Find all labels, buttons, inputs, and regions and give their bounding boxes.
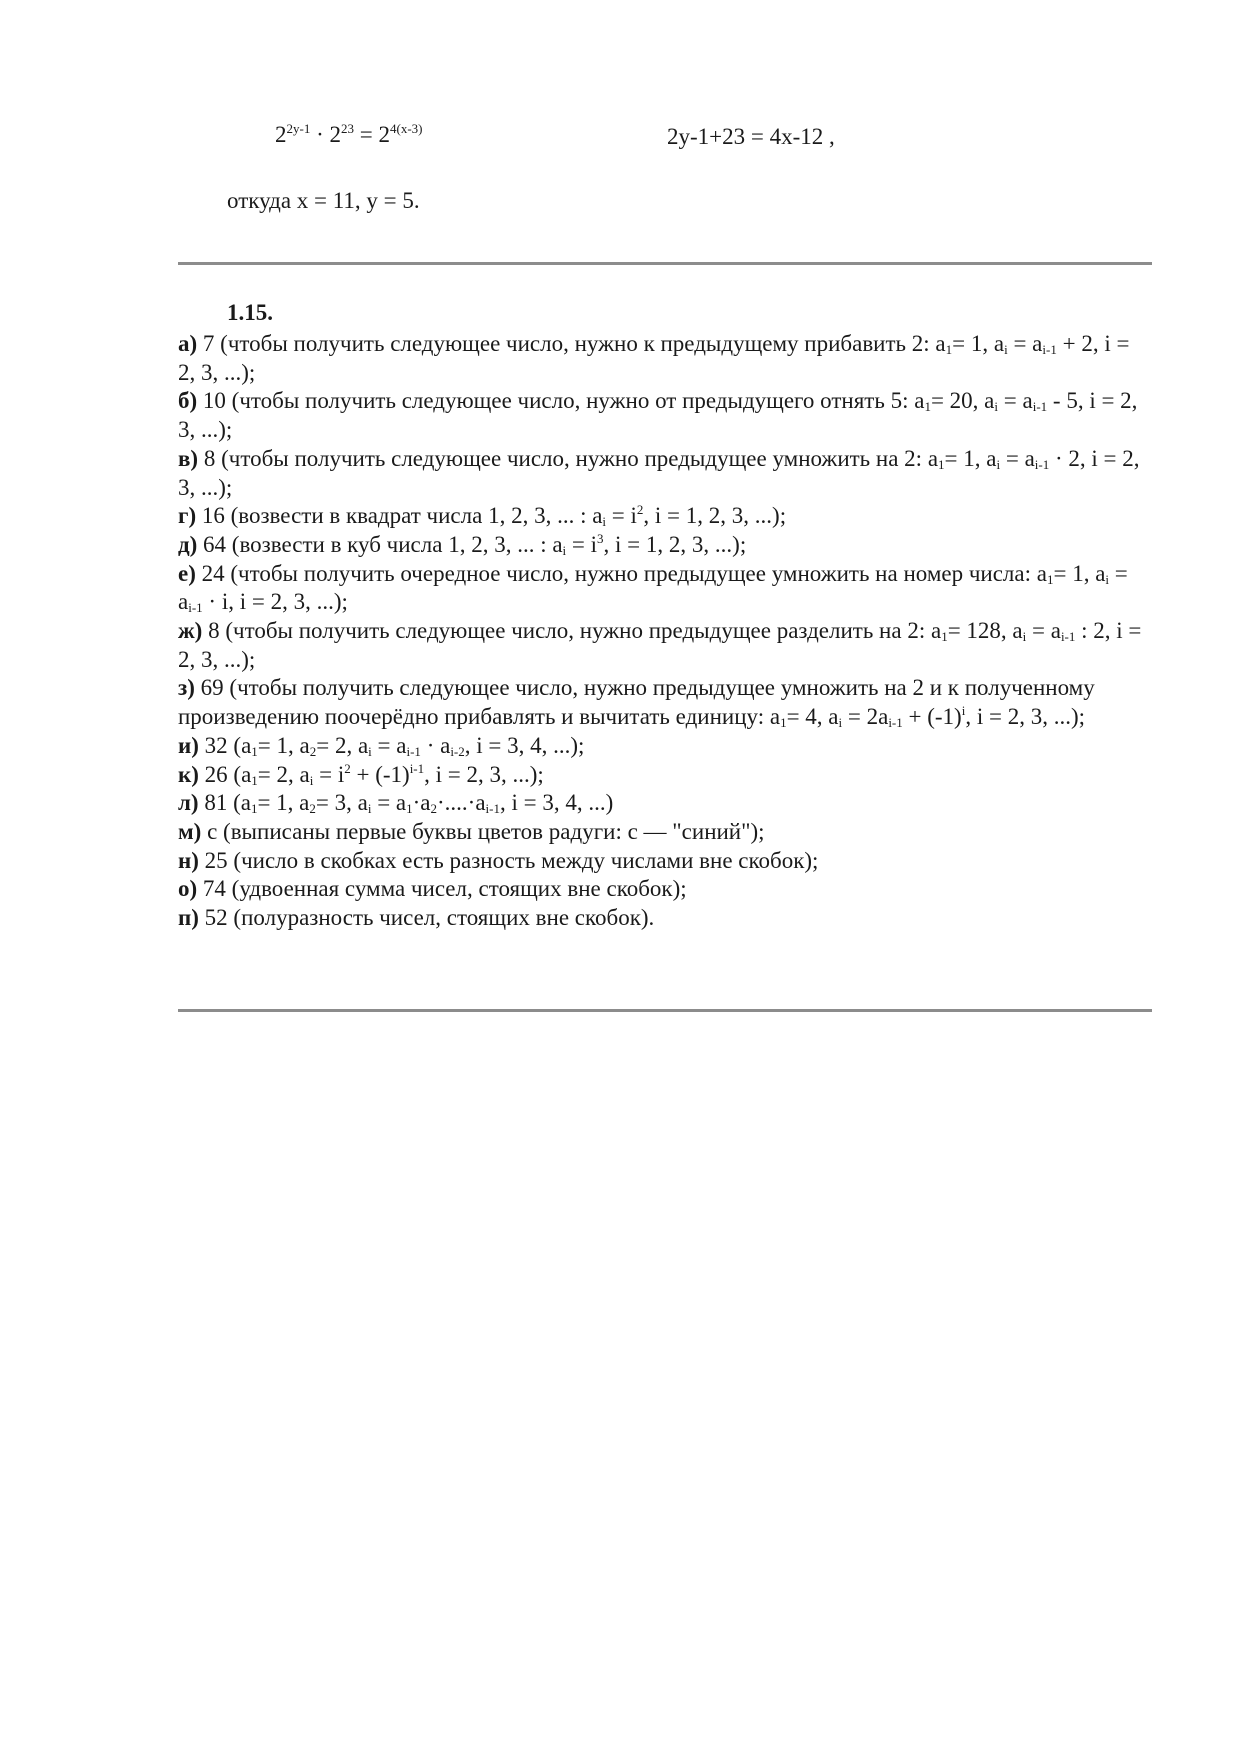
subscript: i	[368, 743, 372, 759]
answer-text: 32 (a	[198, 732, 252, 758]
answer-item	[178, 789, 1148, 818]
subscript: i-1	[485, 801, 500, 817]
superscript: i	[961, 703, 966, 719]
eq-operator: =	[354, 122, 379, 147]
answers-list	[178, 330, 1148, 933]
answer-text: = i	[566, 531, 598, 557]
subscript: i	[996, 456, 1001, 472]
answer-letter: н)	[178, 847, 199, 873]
answer-letter: з)	[178, 675, 195, 701]
answer-text: = i	[313, 761, 345, 787]
answer-item	[178, 847, 1148, 876]
answer-text: = 1, a	[952, 331, 1005, 356]
answer-text: ·a	[412, 790, 431, 816]
answer-text: , i = 3, 4, ...)	[500, 790, 614, 816]
answer-text: 8 (чтобы получить следующее число, нужно предыдущее умножить на 2: a	[198, 445, 939, 471]
answer-text: = 2a	[842, 704, 889, 730]
answer-item	[178, 560, 1148, 617]
answer-item	[178, 387, 1148, 444]
subscript: 1	[941, 629, 948, 645]
subscript: 1	[1046, 571, 1054, 587]
answer-text: , i = 1, 2, 3, ...);	[643, 503, 787, 529]
subscript: i-1	[1034, 456, 1050, 472]
answer-text: , i = 3, 4, ...);	[464, 732, 585, 758]
answer-text: · i, i = 2, 3, ...);	[202, 589, 348, 615]
subscript: 1	[251, 743, 258, 759]
eq-operator: ·	[310, 122, 330, 147]
subscript: i-1	[1042, 342, 1057, 357]
answer-item	[178, 502, 1148, 531]
answer-text: 10 (чтобы получить следующее число, нужно от предыдущего отнять 5: a	[197, 388, 925, 414]
answer-item	[178, 818, 1148, 847]
subscript: i-1	[888, 715, 903, 731]
subscript: 2	[309, 801, 316, 817]
eq-exponent: 23	[341, 121, 355, 136]
answer-text: = 3, a	[315, 790, 368, 816]
subscript: i	[309, 772, 314, 788]
superscript: 2	[344, 760, 351, 776]
answer-text: + (-1)	[902, 704, 962, 730]
answer-text: 24 (чтобы получить очередное число, нужно предыдущее умножить на номер числа: a	[195, 560, 1047, 586]
subscript: i-2	[450, 743, 465, 759]
answer-letter: в)	[178, 445, 199, 471]
subscript: i-1	[188, 600, 203, 616]
eq-exponent: 4(x-3)	[390, 121, 423, 136]
horizontal-divider	[178, 262, 1152, 265]
answer-letter: д)	[178, 531, 198, 557]
answer-item	[178, 875, 1148, 904]
answer-item	[178, 330, 1148, 387]
subscript: 1	[406, 801, 413, 817]
answer-item	[178, 617, 1148, 674]
answer-text: - 5, i = 2, 3, ...);	[178, 388, 1138, 443]
superscript: 3	[597, 530, 604, 546]
eq-exponent: 2y-1	[286, 121, 311, 136]
answer-text: = 20, a	[930, 388, 995, 414]
subscript: 1	[250, 801, 258, 817]
answer-text: 8 (чтобы получить следующее число, нужно предыдущее разделить на 2: a	[202, 618, 942, 644]
horizontal-divider	[178, 1009, 1152, 1012]
answer-text: · a	[420, 732, 451, 758]
subscript: 1	[938, 456, 945, 472]
answer-text: = 128, a	[947, 618, 1023, 644]
subscript: 1	[924, 399, 931, 415]
answer-text: с (выписаны первые буквы цветов радуги: с — "синий");	[201, 818, 765, 844]
answer-text: = i	[606, 503, 637, 529]
answer-letter: е)	[178, 560, 196, 586]
answer-text: = 1, a	[1053, 560, 1106, 586]
superscript: i-1	[409, 760, 425, 776]
subscript: i-1	[1032, 399, 1048, 415]
answer-text: 7 (чтобы получить следующее число, нужно к предыдущему прибавить 2: a	[197, 331, 946, 356]
subscript: i-1	[1060, 629, 1076, 645]
answer-item	[178, 732, 1148, 761]
eq-base: 2	[329, 122, 342, 147]
answer-letter: п)	[178, 905, 199, 931]
answer-item	[178, 531, 1148, 560]
answer-letter: л)	[178, 790, 199, 816]
subscript: 2	[309, 743, 317, 759]
answer-text: = 4, a	[786, 704, 839, 730]
answer-text: = a	[1000, 445, 1035, 471]
answer-letter: о)	[178, 876, 198, 902]
subscript: 1	[780, 715, 787, 731]
subscript: i	[562, 542, 567, 558]
answer-item	[178, 904, 1148, 933]
answer-text: = a	[1026, 618, 1061, 644]
answer-text: = a	[998, 388, 1033, 414]
answer-text: 64 (возвести в куб числа 1, 2, 3, ... : a	[197, 531, 563, 557]
answer-text: 74 (удвоенная сумма чисел, стоящих вне скобок);	[197, 876, 687, 902]
answer-text: = 1, a	[257, 732, 310, 758]
subscript: i	[1022, 629, 1027, 645]
eq-base: 2	[378, 122, 390, 147]
answer-text: = a	[371, 790, 407, 816]
answer-letter: ж)	[178, 618, 203, 644]
answer-letter: и)	[178, 732, 199, 758]
subscript: i	[994, 399, 999, 415]
answer-text: = 1, a	[257, 790, 310, 816]
exponential-equation	[275, 122, 423, 148]
subscript: i	[1105, 571, 1110, 587]
answer-text: = 2, a	[316, 732, 369, 758]
superscript: 2	[636, 502, 644, 518]
answer-text: 69 (чтобы получить следующее число, нужно предыдущее умножить на 2 и к полученному произведению поочерёдно прибавлять и вычитать единицу: a	[178, 675, 1095, 730]
answer-text: = a	[178, 560, 1128, 615]
answer-item	[178, 445, 1148, 502]
answer-text: = 2, a	[257, 761, 310, 787]
answer-text: 52 (полуразность чисел, стоящих вне скобок).	[198, 905, 655, 931]
subscript: 1	[945, 342, 953, 357]
answer-text: · 2, i = 2, 3, ...);	[178, 445, 1140, 500]
answer-text: = a	[371, 732, 407, 758]
linear-equation: 2y-1+23 = 4x-12 ,	[667, 124, 835, 149]
answer-text: + (-1)	[350, 761, 410, 787]
eq-base: 2	[275, 122, 287, 147]
subscript: i	[838, 715, 843, 731]
subscript: i	[367, 801, 372, 817]
equation-result: откуда x = 11, y = 5.	[227, 188, 420, 213]
answer-item	[178, 761, 1148, 790]
answer-text: 25 (число в скобках есть разность между числами вне скобок);	[198, 847, 819, 873]
answer-text: , i = 1, 2, 3, ...);	[603, 531, 747, 557]
answer-text: + 2, i = 2, 3, ...);	[178, 331, 1130, 385]
answer-letter: б)	[178, 388, 198, 414]
answer-letter: г)	[178, 503, 197, 529]
subscript: i	[602, 514, 607, 530]
subscript: 2	[430, 801, 438, 817]
answer-letter: к)	[178, 761, 199, 787]
answer-letter: а)	[178, 331, 198, 356]
subscript: 1	[251, 772, 258, 788]
answer-text: = a	[1007, 331, 1043, 356]
subscript: i	[1004, 342, 1008, 357]
answer-text: , i = 2, 3, ...);	[424, 761, 544, 787]
answer-text: 26 (a	[198, 761, 252, 787]
answer-text: 16 (возвести в квадрат числа 1, 2, 3, ... : a	[196, 503, 603, 529]
answer-text: ·....·a	[437, 790, 486, 816]
section-number: 1.15.	[227, 300, 273, 325]
subscript: i-1	[406, 743, 421, 759]
answer-text: = 1, a	[944, 445, 997, 471]
answer-item	[178, 674, 1148, 731]
answer-letter: м)	[178, 818, 202, 844]
answer-text: : 2, i = 2, 3, ...);	[178, 618, 1142, 672]
answer-text: , i = 2, 3, ...);	[965, 704, 1086, 730]
answer-text: 81 (a	[198, 790, 251, 816]
